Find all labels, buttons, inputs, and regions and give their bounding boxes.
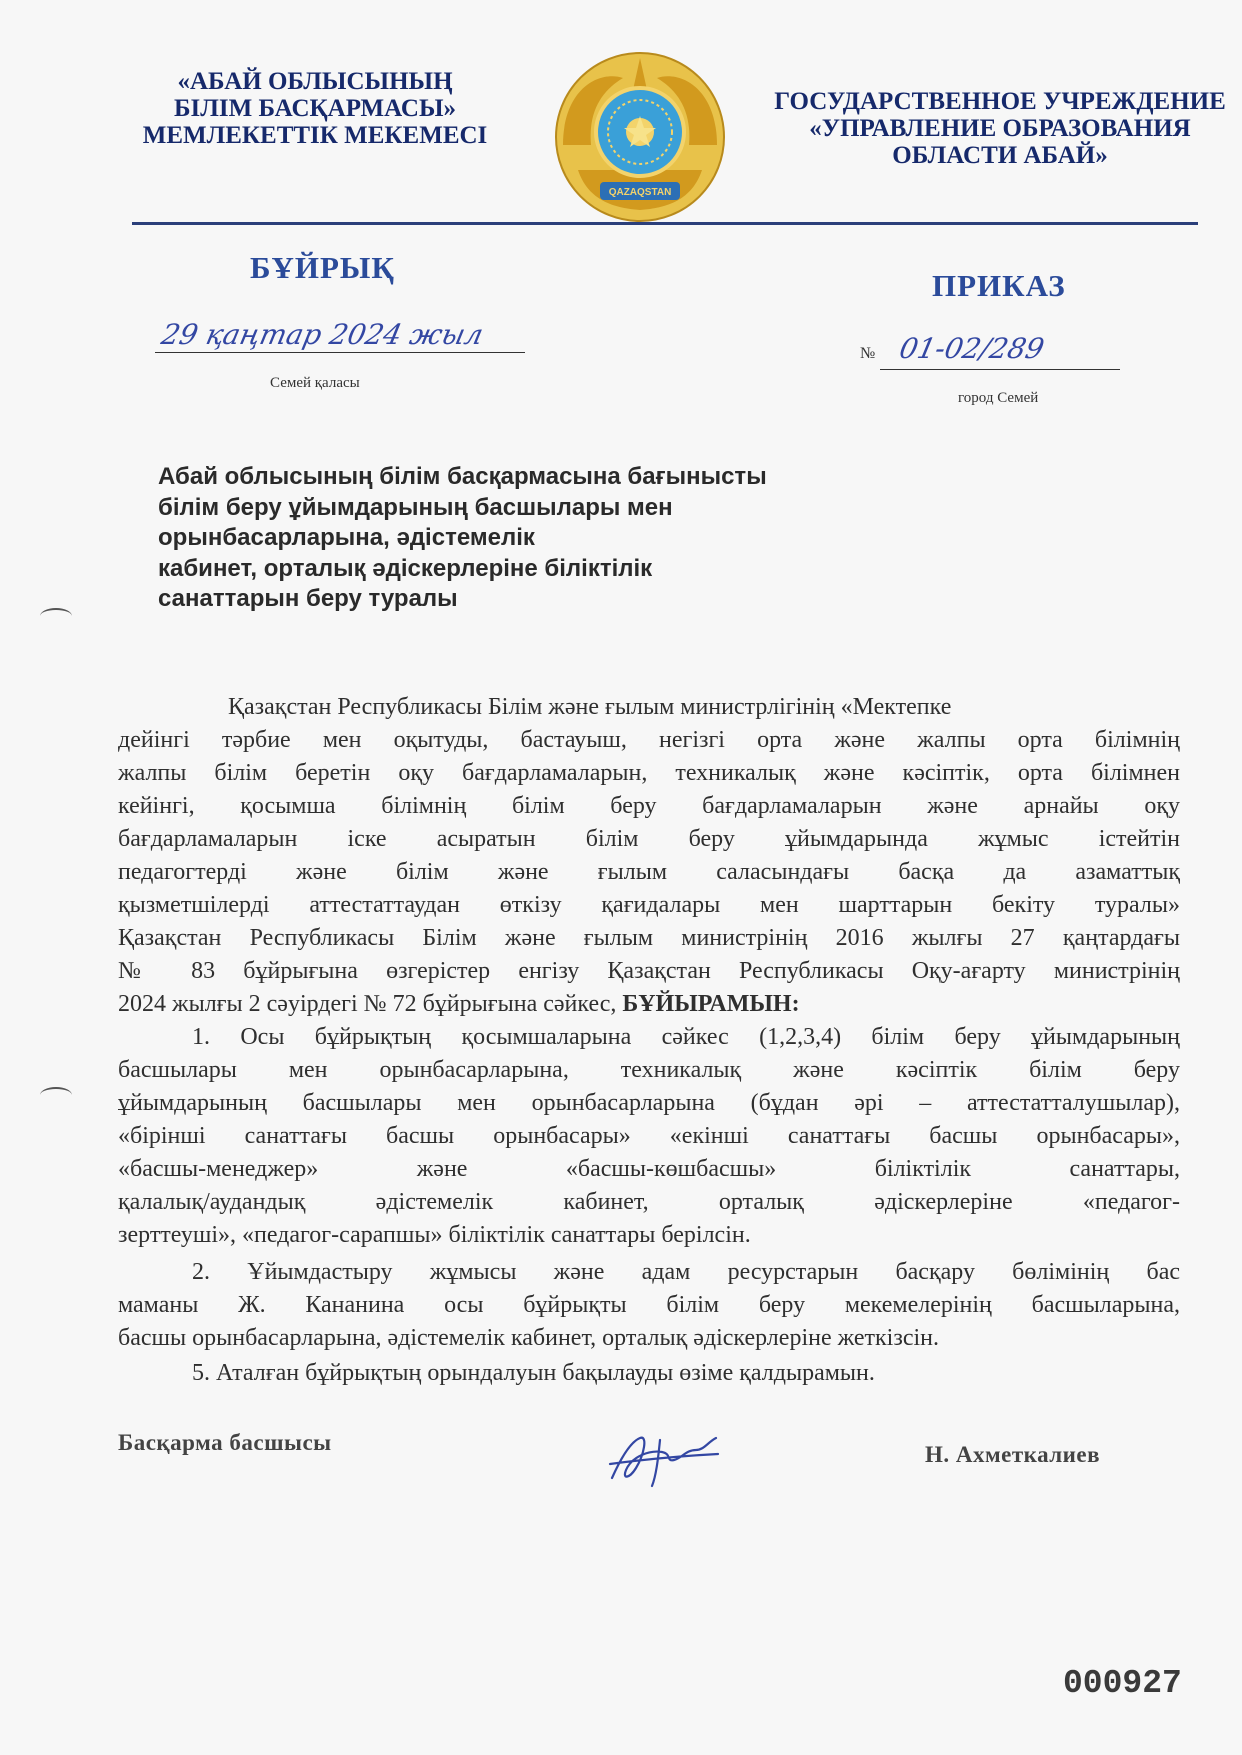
- order-word: БҰЙЫРАМЫН:: [622, 991, 800, 1017]
- number-label: №: [860, 345, 876, 362]
- body-line-text: 2024 жылғы 2 сәуірдегі № 72 бұйрығына сәйкес,: [118, 991, 617, 1017]
- handwritten-date: 29 қаңтар 2024 жыл: [158, 318, 487, 351]
- punch-hole-mark: [40, 608, 72, 624]
- header-ru-line: «УПРАВЛЕНИЕ ОБРАЗОВАНИЯ: [809, 115, 1191, 142]
- body-line: ұйымдарының басшылары мен орынбасарларына (бұдан әрі – аттестатталушылар),: [118, 1090, 1180, 1116]
- body-line: «басшы-менеджер» және «басшы-көшбасшы» біліктілік санаттары,: [118, 1156, 1180, 1182]
- body-line: 1. Осы бұйрықтың қосымшаларына сәйкес (1,2,3,4) білім беру ұйымдарының: [192, 1024, 1180, 1050]
- header-kz: [125, 68, 505, 149]
- body-line: қалалық/аудандық әдістемелік кабинет, орталық әдіскерлеріне «педагог-: [118, 1189, 1180, 1215]
- punch-hole-mark: [40, 1087, 72, 1103]
- city-ru: город Семей: [958, 390, 1039, 406]
- header-kz-line: БІЛІМ БАСҚАРМАСЫ»: [173, 95, 456, 122]
- body-line: педагогтерді және білім және ғылым саласындағы басқа да азаматтық: [118, 859, 1180, 885]
- header-ru: [770, 88, 1230, 169]
- handwritten-signature-icon: [600, 1420, 730, 1490]
- date-underline: [155, 352, 525, 353]
- body-line: маманы Ж. Кананина осы бұйрықты білім беру мекемелерінің басшыларына,: [118, 1292, 1180, 1318]
- body-line: дейінгі тәрбие мен оқытуды, бастауыш, негізгі орта және жалпы орта білімнің: [118, 727, 1180, 753]
- body-line: 5. Аталған бұйрықтың орындалуын бақылауды өзіме қалдырамын.: [192, 1360, 875, 1386]
- body-line: зерттеуші», «педагог-сарапшы» біліктілік санаттары берілсін.: [118, 1222, 751, 1248]
- subject-line: санаттарын беру туралы: [158, 585, 458, 612]
- signatory-title: Басқарма басшысы: [118, 1430, 332, 1455]
- header-ru-line: ОБЛАСТИ АБАЙ»: [892, 142, 1108, 169]
- city-kz: Семей қаласы: [270, 375, 360, 391]
- header-kz-line: «АБАЙ ОБЛЫСЫНЫҢ: [177, 68, 453, 95]
- header-divider: [132, 222, 1198, 225]
- body-line: қызметшілерді аттестаттаудан өткізу қағидалары мен шарттарын бекіту туралы»: [118, 892, 1180, 918]
- body-line: басшылары мен орынбасарларына, техникалық және кәсіптік білім беру: [118, 1057, 1180, 1083]
- body-line: [118, 990, 1180, 1018]
- body-line: «бірінші санаттағы басшы орынбасары» «екінші санаттағы басшы орынбасары»,: [118, 1123, 1180, 1149]
- serial-number: 000927: [1063, 1665, 1182, 1702]
- body-line: басшы орынбасарларына, әдістемелік кабинет, орталық әдіскерлеріне жеткізсін.: [118, 1325, 939, 1351]
- header-kz-line: МЕМЛЕКЕТТІК МЕКЕМЕСІ: [142, 122, 488, 149]
- signatory-name: Н. Ахметкалиев: [925, 1442, 1101, 1467]
- body-line: 2. Ұйымдастыру жұмысы және адам ресурстарын басқару бөлімінің бас: [192, 1259, 1180, 1285]
- subject-line: кабинет, орталық әдіскерлеріне біліктілік: [158, 554, 653, 582]
- body-line: Қазақстан Республикасы Білім және ғылым министрінің 2016 жылғы 27 қаңтардағы: [118, 925, 1180, 951]
- body-line: Қазақстан Республикасы Білім және ғылым министрлігінің «Мектепке: [228, 694, 952, 720]
- emblem-label: QAZAQSTAN: [608, 187, 672, 198]
- handwritten-number: 01-02/289: [896, 332, 1048, 365]
- body-line: № 83 бұйрығына өзгерістер енгізу Қазақстан Республикасы Оқу-ағарту министрінің: [118, 958, 1180, 984]
- state-emblem-icon: [553, 50, 727, 224]
- body-line: бағдарламаларын іске асыратын білім беру ұйымдарында жұмыс істейтін: [118, 826, 1180, 852]
- header-ru-line: ГОСУДАРСТВЕННОЕ УЧРЕЖДЕНИЕ: [774, 88, 1226, 115]
- subject-line: білім беру ұйымдарының басшылары мен: [158, 493, 673, 521]
- order-subject: [158, 462, 767, 615]
- body-line: жалпы білім беретін оқу бағдарламаларын, техникалық және кәсіптік, орта білімнен: [118, 760, 1180, 786]
- doc-type-ru: ПРИКАЗ: [932, 268, 1066, 303]
- body-line: кейінгі, қосымша білімнің білім беру бағдарламаларын және арнайы оқу: [118, 793, 1180, 819]
- subject-line: орынбасарларына, әдістемелік: [158, 524, 535, 551]
- doc-type-kz: БҰЙРЫҚ: [250, 250, 395, 285]
- subject-line: Абай облысының білім басқармасына бағынысты: [158, 463, 767, 490]
- number-underline: [880, 369, 1120, 370]
